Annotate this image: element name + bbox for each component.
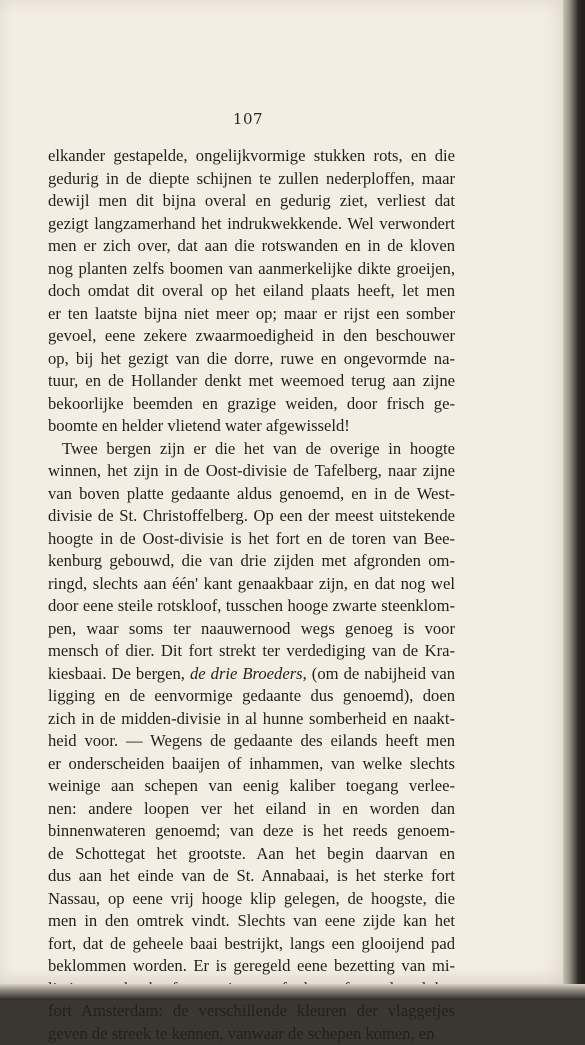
- text-line: hoogte in de Oost-divisie is het fort en de toren van Bee-: [48, 528, 455, 551]
- text-line: dewijl men dit bijna overal en gedurig ziet, verliest dat: [48, 190, 455, 213]
- text-line: er ten laatste bijna niet meer op; maar er rijst een somber: [48, 303, 455, 326]
- text-line: binnenwateren genoemd; van deze is het reeds genoem-: [48, 820, 455, 843]
- text-line: geven de streek te kennen, vanwaar de schepen komen, en: [48, 1023, 455, 1045]
- text-line: weinige aan schepen van eenig kaliber toegang verlee-: [48, 775, 455, 798]
- text-line: men in den omtrek vindt. Slechts van eene zijde kan het: [48, 910, 455, 933]
- scan-background-bottom: [0, 984, 585, 1000]
- text-line: fort, dat de geheele baai bestrijkt, langs een glooijend pad: [48, 933, 455, 956]
- text-line: doch omdat dit overal op het eiland plaats heeft, let men: [48, 280, 455, 303]
- text-line: ringd, slechts aan één' kant genaakbaar zijn, en dat nog wel: [48, 573, 455, 596]
- text-run: kiesbaai. De bergen,: [48, 664, 190, 683]
- text-line: gedurig in de diepte schijnen te zullen nederploffen, maar: [48, 168, 455, 191]
- text-line: bekoorlijke beemden en grazige weiden, door frisch ge-: [48, 393, 455, 416]
- text-line: divisie de St. Christoffelberg. Op een der meest uitstekende: [48, 505, 455, 528]
- text-line: men er zich over, dat aan die rotswanden en in de kloven: [48, 235, 455, 258]
- text-line: gezigt langzamerhand het indrukwekkende. Wel verwondert: [48, 213, 455, 236]
- text-line: Nassau, op eene vrij hooge klip gelegen, de hoogste, die: [48, 888, 455, 911]
- text-line: mensch of dier. Dit fort strekt ter verdediging van de Kra-: [48, 640, 455, 663]
- text-line: tuur, en de Hollander denkt met weemoed terug aan zijne: [48, 370, 455, 393]
- body-text: [48, 145, 455, 1045]
- text-line: pen, waar soms ter naauwernood wegs genoeg is voor: [48, 618, 455, 641]
- text-line: van boven platte gedaante aldus genoemd, en in de West-: [48, 483, 455, 506]
- page-number: 107: [0, 110, 496, 128]
- text-line: fort Amsterdam: de verschillende kleuren der vlaggetjes: [48, 1000, 455, 1023]
- text-line: [48, 663, 455, 686]
- text-line: zich in de midden-divisie in al hunne somberheid en naakt-: [48, 708, 455, 731]
- text-line: door eene steile rotskloof, tusschen hooge zwarte steenklom-: [48, 595, 455, 618]
- text-run: (om de nabijheid van: [307, 664, 455, 683]
- text-line: Twee bergen zijn er die het van de overige in hoogte: [48, 438, 455, 461]
- text-line: kenburg gebouwd, die van drie zijden met afgronden om-: [48, 550, 455, 573]
- text-line: winnen, het zijn in de Oost-divisie de Tafelberg, naar zijne: [48, 460, 455, 483]
- text-line: nog planten zelfs boomen van aanmerkelijke dikte groeijen,: [48, 258, 455, 281]
- scan-background-right: [563, 0, 585, 1000]
- text-line: nen: andere loopen ver het eiland in en worden dan: [48, 798, 455, 821]
- text-line: boomte en helder vlietend water afgewisseld!: [48, 415, 455, 438]
- text-line: op, bij het gezigt van die dorre, ruwe en ongevormde na-: [48, 348, 455, 371]
- text-line: er onderscheiden baaijen of inhammen, van welke slechts: [48, 753, 455, 776]
- text-line: elkander gestapelde, ongelijkvormige stukken rots, en die: [48, 145, 455, 168]
- text-line: dus aan het einde van de St. Annabaai, is het sterke fort: [48, 865, 455, 888]
- text-line: de Schottegat het grootste. Aan het begin daarvan en: [48, 843, 455, 866]
- text-line: beklommen worden. Er is geregeld eene bezetting van mi-: [48, 955, 455, 978]
- text-line: ligging en de eenvormige gedaante dus genoemd), doen: [48, 685, 455, 708]
- text-line: gevoel, eene zekere zwaarmoedigheid in den beschouwer: [48, 325, 455, 348]
- italic-text-run: de drie Broeders,: [190, 664, 307, 683]
- text-line: heid voor. — Wegens de gedaante des eilands heeft men: [48, 730, 455, 753]
